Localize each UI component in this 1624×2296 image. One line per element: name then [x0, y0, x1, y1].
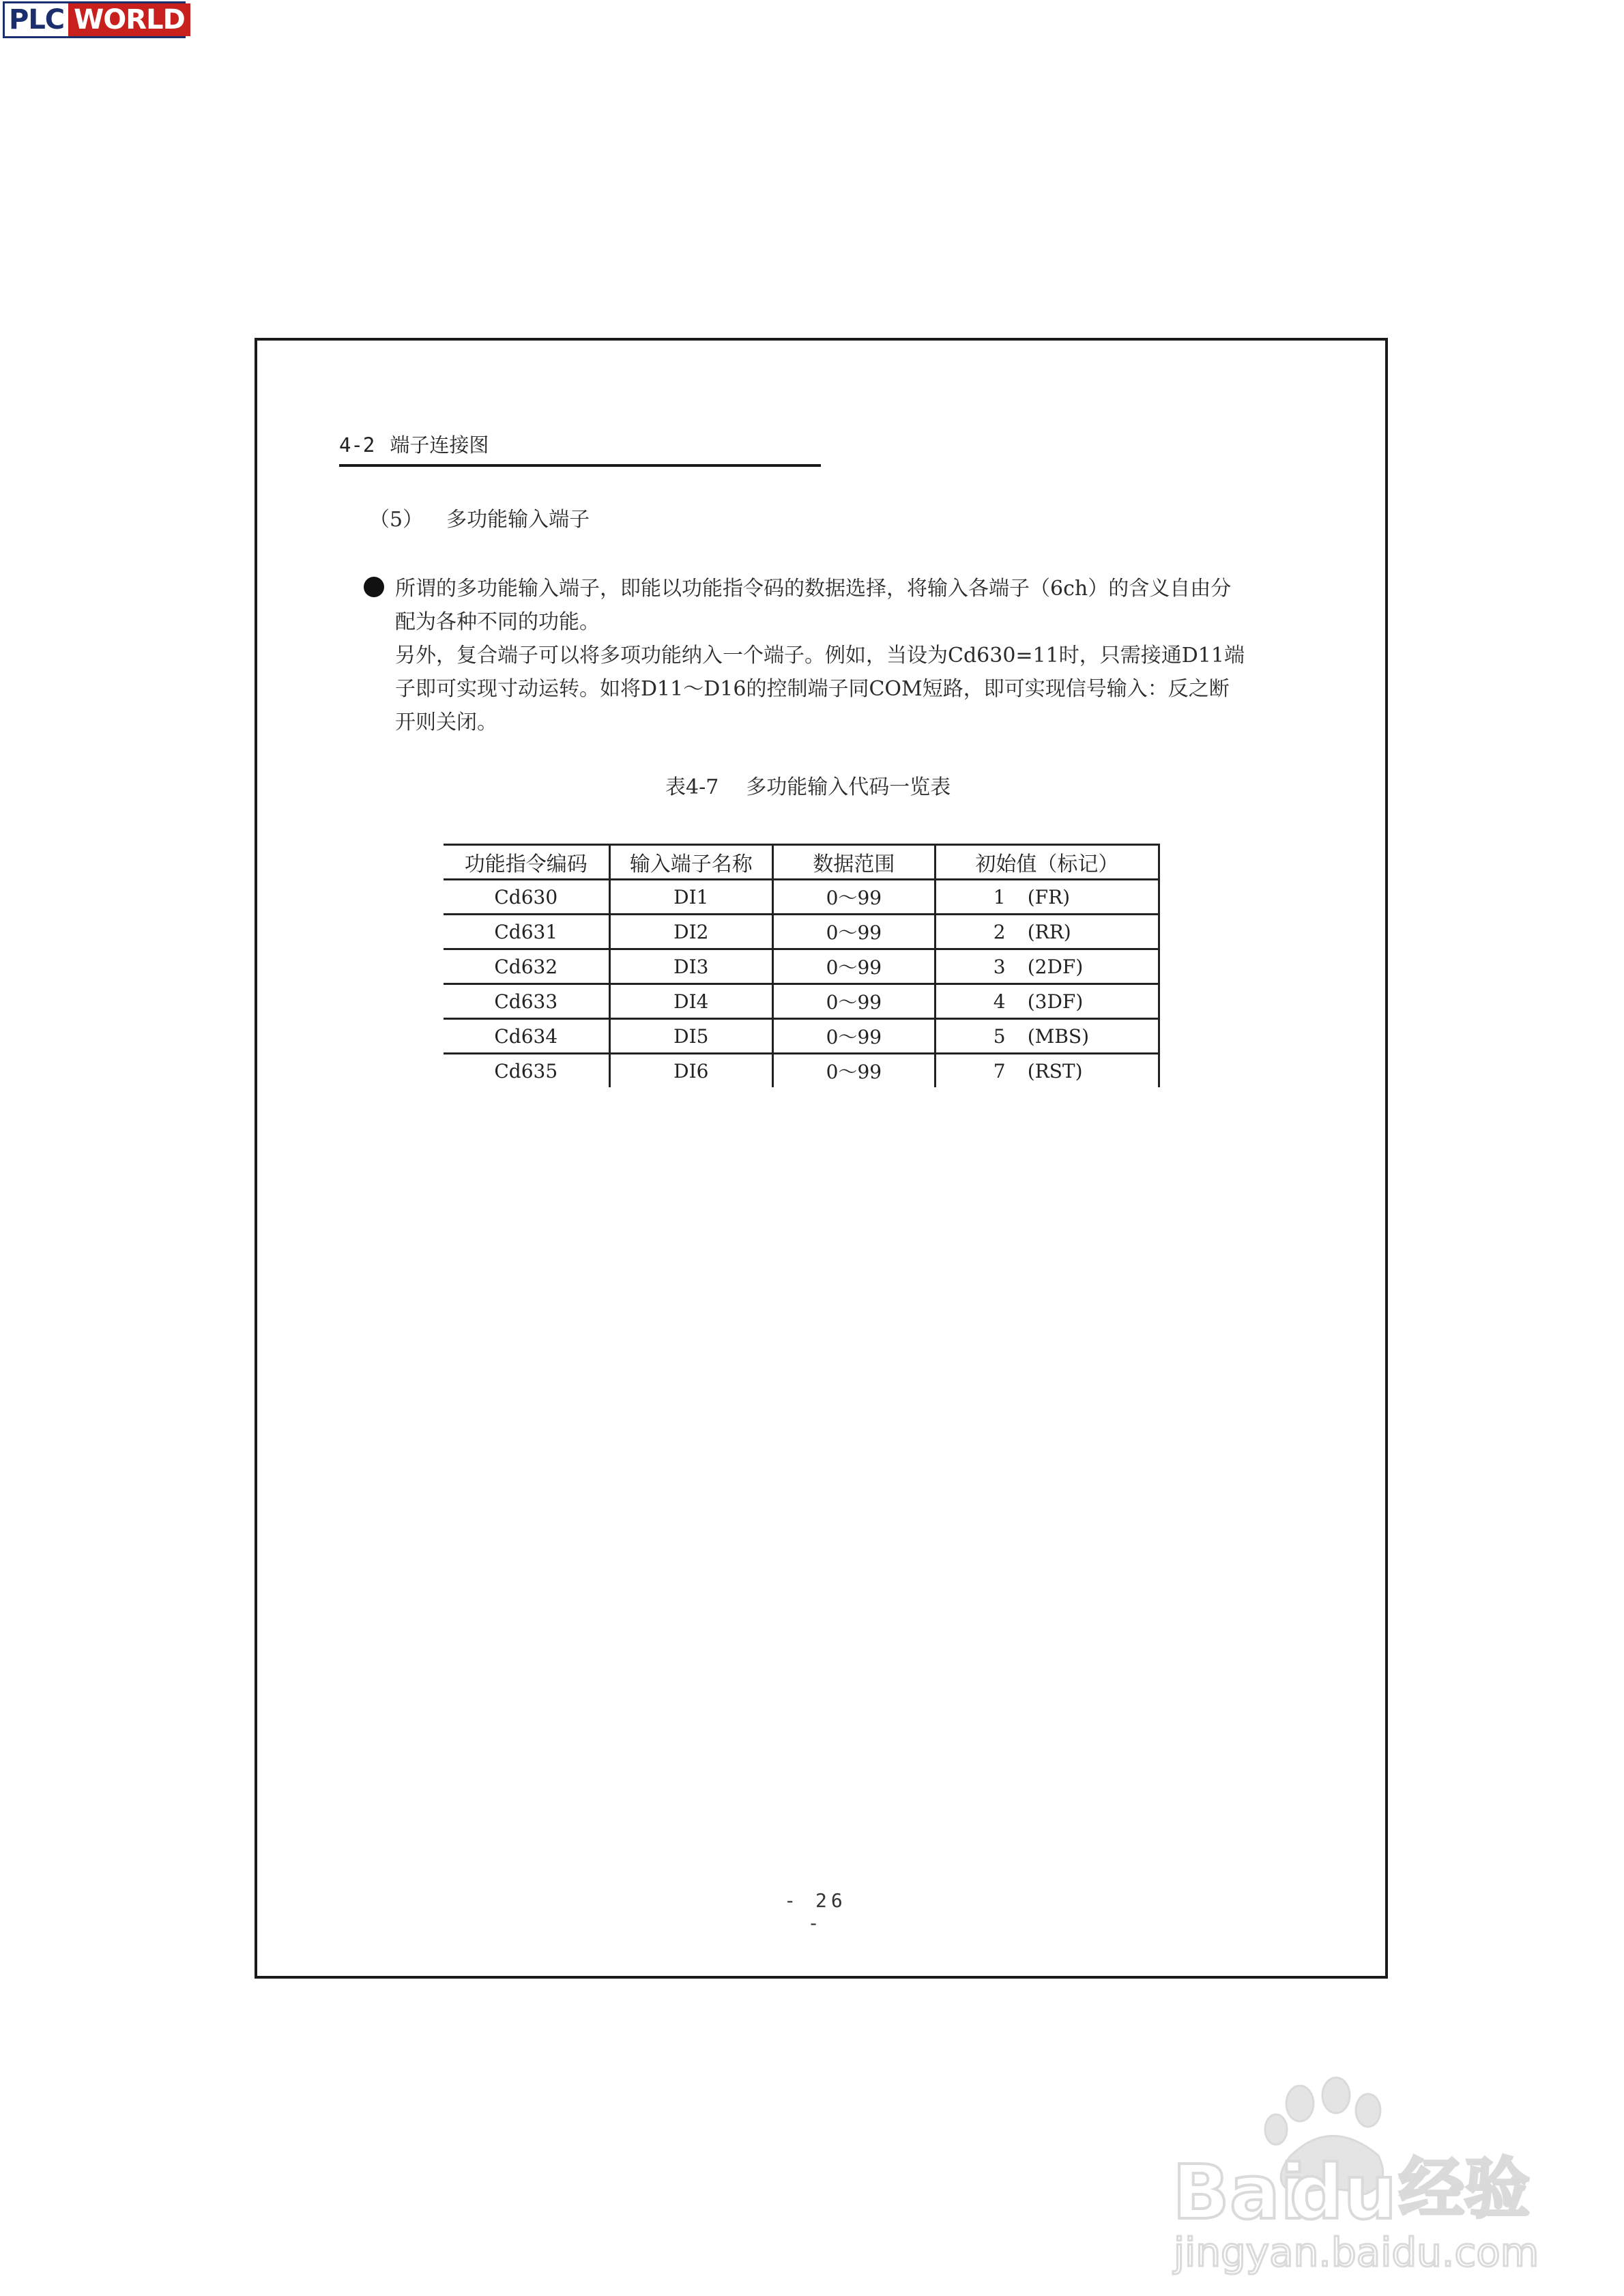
cell-initial-value: [935, 984, 1159, 1019]
initial-number: 5: [993, 1024, 1006, 1048]
multifunction-input-code-table: [444, 844, 1160, 1087]
cell-range: 0～99: [773, 915, 936, 949]
cell-terminal: DI4: [609, 984, 773, 1019]
cell-code: Cd632: [444, 949, 609, 984]
subsection-number: （5）: [369, 508, 424, 532]
cell-code: Cd635: [444, 1054, 609, 1088]
section-header: [339, 431, 821, 467]
table-row: [444, 915, 1159, 949]
paragraph-line: 配为各种不同的功能。: [395, 610, 600, 634]
paragraph-line: 子即可实现寸动运转。如将D11～D16的控制端子同COM短路，即可实现信号输入：反之断: [395, 677, 1230, 701]
watermark-brand-bai: Bai: [1172, 2149, 1306, 2236]
section-number: 4-2: [339, 433, 375, 457]
initial-mark: (2DF): [1027, 955, 1084, 978]
initial-number: 7: [993, 1059, 1006, 1082]
plcworld-logo: [3, 1, 186, 38]
initial-number: 1: [993, 885, 1006, 908]
cell-terminal: DI3: [609, 949, 773, 984]
cell-code: Cd633: [444, 984, 609, 1019]
page-number: - 26 -: [784, 1889, 847, 1934]
cell-terminal: DI2: [609, 915, 773, 949]
cell-code: Cd631: [444, 915, 609, 949]
cell-range: 0～99: [773, 949, 936, 984]
logo-plc-text: PLC: [5, 3, 68, 36]
subsection-heading: [369, 506, 590, 534]
column-header: 输入端子名称: [609, 845, 773, 880]
subsection-title: 多功能输入端子: [446, 508, 590, 532]
table-header-row: [444, 845, 1159, 880]
table-row: [444, 949, 1159, 984]
cell-initial-value: [935, 915, 1159, 949]
cell-initial-value: [935, 1054, 1159, 1088]
cell-range: 0～99: [773, 1054, 936, 1088]
watermark-url: jingyan.baidu.com: [1174, 2229, 1539, 2276]
watermark-brand-du: du: [1290, 2149, 1397, 2236]
table-row: [444, 984, 1159, 1019]
cell-initial-value: [935, 880, 1159, 915]
cell-range: 0～99: [773, 984, 936, 1019]
watermark-brand-cn: 经验: [1399, 2151, 1530, 2227]
paragraph-line: 另外，复合端子可以将多项功能纳入一个端子。例如，当设为Cd630=11时，只需接通D11端: [395, 644, 1245, 668]
table-number: 表4-7: [665, 775, 719, 799]
paragraph-composite-terminal: [395, 639, 1309, 739]
initial-mark: (RR): [1027, 920, 1071, 943]
cell-code: Cd634: [444, 1019, 609, 1054]
column-header: 数据范围: [773, 845, 936, 880]
section-title: 端子连接图: [390, 433, 489, 457]
paragraph-line: 所谓的多功能输入端子，即能以功能指令码的数据选择，将输入各端子（6ch）的含义自由分: [395, 577, 1232, 601]
table-row: [444, 880, 1159, 915]
cell-terminal: DI6: [609, 1054, 773, 1088]
cell-range: 0～99: [773, 1019, 936, 1054]
cell-initial-value: [935, 949, 1159, 984]
column-header: 初始值（标记）: [935, 845, 1159, 880]
initial-number: 2: [993, 920, 1006, 943]
bullet-dot-icon: [364, 577, 384, 597]
paragraph-description: [395, 572, 1309, 639]
cell-terminal: DI1: [609, 880, 773, 915]
table-row: [444, 1054, 1159, 1088]
initial-number: 3: [993, 955, 1006, 978]
table-row: [444, 1019, 1159, 1054]
baidu-jingyan-watermark: [1160, 2075, 1569, 2280]
logo-world-text: WORLD: [68, 3, 190, 36]
cell-initial-value: [935, 1019, 1159, 1054]
paragraph-line: 开则关闭。: [395, 711, 497, 734]
column-header: 功能指令编码: [444, 845, 609, 880]
initial-mark: (3DF): [1027, 990, 1084, 1013]
cell-range: 0～99: [773, 880, 936, 915]
table-title: 多功能输入代码一览表: [746, 775, 951, 799]
initial-number: 4: [993, 990, 1006, 1013]
table-caption: [665, 774, 951, 801]
cell-terminal: DI5: [609, 1019, 773, 1054]
initial-mark: (RST): [1027, 1059, 1083, 1082]
cell-code: Cd630: [444, 880, 609, 915]
initial-mark: (MBS): [1027, 1024, 1089, 1048]
initial-mark: (FR): [1027, 885, 1071, 908]
